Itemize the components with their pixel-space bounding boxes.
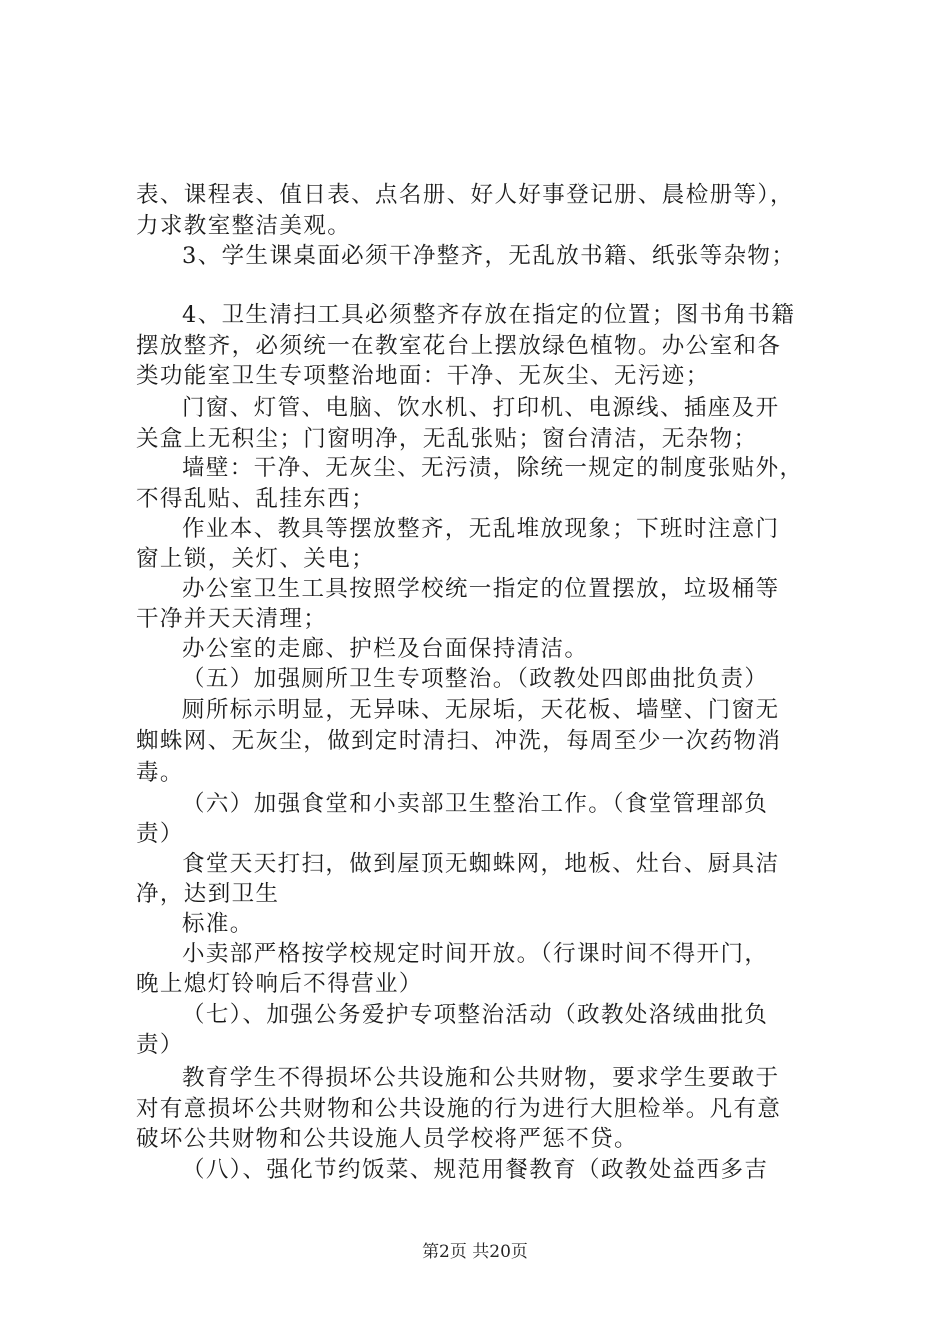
text-line: 对有意损坏公共财物和公共设施的行为进行大胆检举。凡有意	[136, 1096, 782, 1122]
text-line: 类功能室卫生专项整治地面：干净、无灰尘、无污迹；	[136, 363, 710, 389]
text-line: 摆放整齐，必须统一在教室花台上摆放绿色植物。办公室和各	[136, 333, 782, 359]
text-line: 关盒上无积尘；门窗明净，无乱张贴；窗台清洁，无杂物；	[136, 426, 758, 452]
text-line: 作业本、教具等摆放整齐，无乱堆放现象；下班时注意门	[182, 516, 780, 542]
text-line: 办公室卫生工具按照学校统一指定的位置摆放，垃圾桶等	[182, 576, 780, 602]
text-line: 毒。	[136, 760, 184, 786]
text-line: 教育学生不得损坏公共设施和公共财物，要求学生要敢于	[182, 1065, 780, 1091]
text-line: 墙壁：干净、无灰尘、无污渍，除统一规定的制度张贴外，	[182, 455, 804, 481]
text-line: 窗上锁，关灯、关电；	[136, 546, 376, 572]
text-line: 食堂天天打扫，做到屋顶无蜘蛛网，地板、灶台、厨具洁	[182, 851, 780, 877]
text-line: 净，达到卫生	[136, 881, 280, 907]
text-line: 责）	[136, 821, 184, 847]
text-line: 标准。	[182, 911, 254, 937]
text-line: 蜘蛛网、无灰尘，做到定时清扫、冲洗，每周至少一次药物消	[136, 728, 782, 754]
text-line: 3、学生课桌面必须干净整齐，无乱放书籍、纸张等杂物；	[182, 243, 796, 269]
text-line: 门窗、灯管、电脑、饮水机、打印机、电源线、插座及开	[182, 395, 780, 421]
text-line: 晚上熄灯铃响后不得营业）	[136, 971, 423, 997]
page-number-footer: 第2页 共20页	[422, 1242, 528, 1262]
text-line: 不得乱贴、乱挂东西；	[136, 486, 376, 512]
text-line: 表、课程表、值日表、点名册、好人好事登记册、晨检册等），	[136, 182, 794, 208]
text-line: 4、卫生清扫工具必须整齐存放在指定的位置；图书角书籍	[182, 302, 796, 328]
text-line: （五）加强厕所卫生专项整治。（政教处四郎曲批负责）	[182, 666, 769, 692]
text-line: （八）、强化节约饭菜、规范用餐教育（政教处益西多吉	[182, 1157, 769, 1183]
text-line: （六）加强食堂和小卖部卫生整治工作。（食堂管理部负	[182, 791, 769, 817]
text-line: （七）、加强公务爱护专项整治活动（政教处洛绒曲批负	[182, 1002, 769, 1028]
text-line: 小卖部严格按学校规定时间开放。（行课时间不得开门，	[182, 941, 769, 967]
text-line: 干净并天天清理；	[136, 606, 328, 632]
text-line: 破坏公共财物和公共设施人员学校将严惩不贷。	[136, 1126, 638, 1152]
text-line: 办公室的走廊、护栏及台面保持清洁。	[182, 636, 589, 662]
text-line: 责）	[136, 1032, 184, 1058]
text-line: 力求教室整洁美观。	[136, 213, 352, 239]
text-line: 厕所标示明显，无异味、无尿垢，天花板、墙壁、门窗无	[182, 697, 780, 723]
